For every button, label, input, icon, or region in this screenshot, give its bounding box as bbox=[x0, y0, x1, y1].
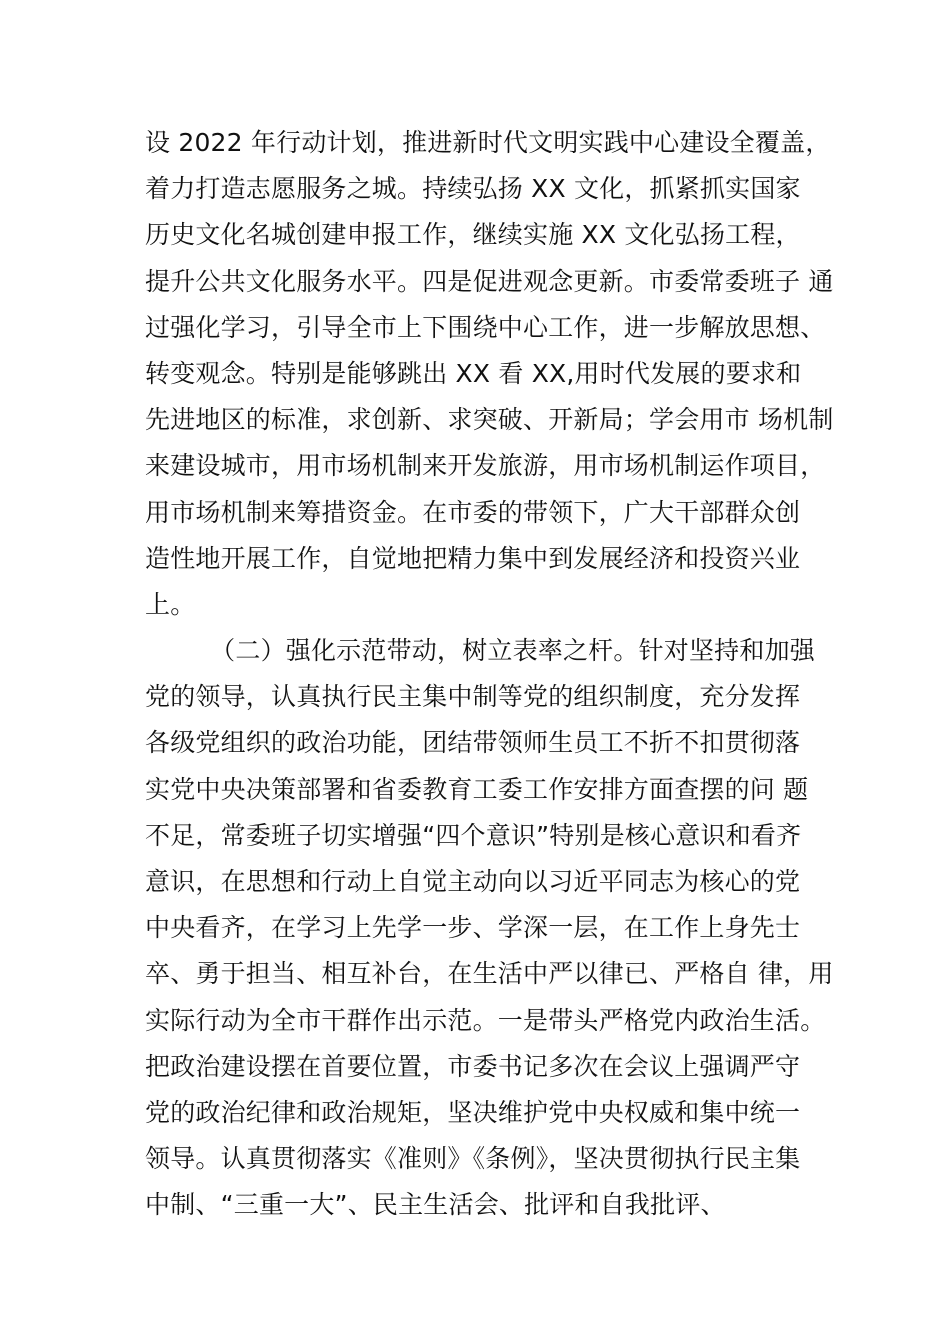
section-heading-line: （二）强化示范带动，树立表率之杆。针对坚持和加强 bbox=[145, 636, 815, 666]
text-line: 造性地开展工作，自觉地把精力集中到发展经济和投资兴业 bbox=[145, 543, 801, 573]
text-line: 着力打造志愿服务之城。持续弘扬 XX 文化，抓紧抓实国家 bbox=[145, 174, 801, 204]
body-text bbox=[145, 120, 845, 1229]
text-line: 领导。认真贯彻落实《准则》《条例》，坚决贯彻执行民主集 bbox=[145, 1144, 801, 1174]
text-line: 来建设城市，用市场机制来开发旅游，用市场机制运作项目， bbox=[145, 451, 826, 481]
text-line: 不足，常委班子切实增强“四个意识”特别是核心意识和看齐 bbox=[145, 820, 802, 850]
text-line: 党的领导，认真执行民主集中制等党的组织制度，充分发挥 bbox=[145, 682, 801, 712]
text-line: 转变观念。特别是能够跳出 XX 看 XX,用时代发展的要求和 bbox=[145, 358, 802, 388]
text-line: 各级党组织的政治功能，团结带领师生员工不折不扣贯彻落 bbox=[145, 728, 801, 758]
text-line: 先进地区的标准，求创新、求突破、开新局；学会用市 场机制 bbox=[145, 405, 834, 435]
text-line: 把政治建设摆在首要位置，市委书记多次在会议上强调严守 bbox=[145, 1051, 801, 1081]
text-line: 提升公共文化服务水平。四是促进观念更新。市委常委班子 通 bbox=[145, 266, 834, 296]
text-line: 党的政治纪律和政治规矩，坚决维护党中央权威和集中统一 bbox=[145, 1097, 801, 1127]
text-line: 中制、“三重一大”、民主生活会、批评和自我批评、 bbox=[145, 1190, 726, 1220]
text-line: 过强化学习，引导全市上下围绕中心工作，进一步解放思想、 bbox=[145, 312, 826, 342]
text-line: 用市场机制来筹措资金。在市委的带领下，广大干部群众创 bbox=[145, 497, 801, 527]
text-line: 历史文化名城创建申报工作，继续实施 XX 文化弘扬工程， bbox=[145, 220, 801, 250]
text-line: 设 2022 年行动计划，推进新时代文明实践中心建设全覆盖， bbox=[145, 128, 831, 157]
text-line: 卒、勇于担当、相互补台，在生活中严以律已、严格自 律，用 bbox=[145, 959, 834, 989]
text-line: 实党中央决策部署和省委教育工委工作安排方面查摆的问 题 bbox=[145, 774, 809, 804]
text-line: 中央看齐，在学习上先学一步、学深一层，在工作上身先士 bbox=[145, 913, 801, 943]
text-line: 上。 bbox=[145, 589, 196, 619]
text-line: 实际行动为全市干群作出示范。一是带头严格党内政治生活。 bbox=[145, 1005, 826, 1035]
text-line: 意识，在思想和行动上自觉主动向以习近平同志为核心的党 bbox=[145, 867, 801, 896]
